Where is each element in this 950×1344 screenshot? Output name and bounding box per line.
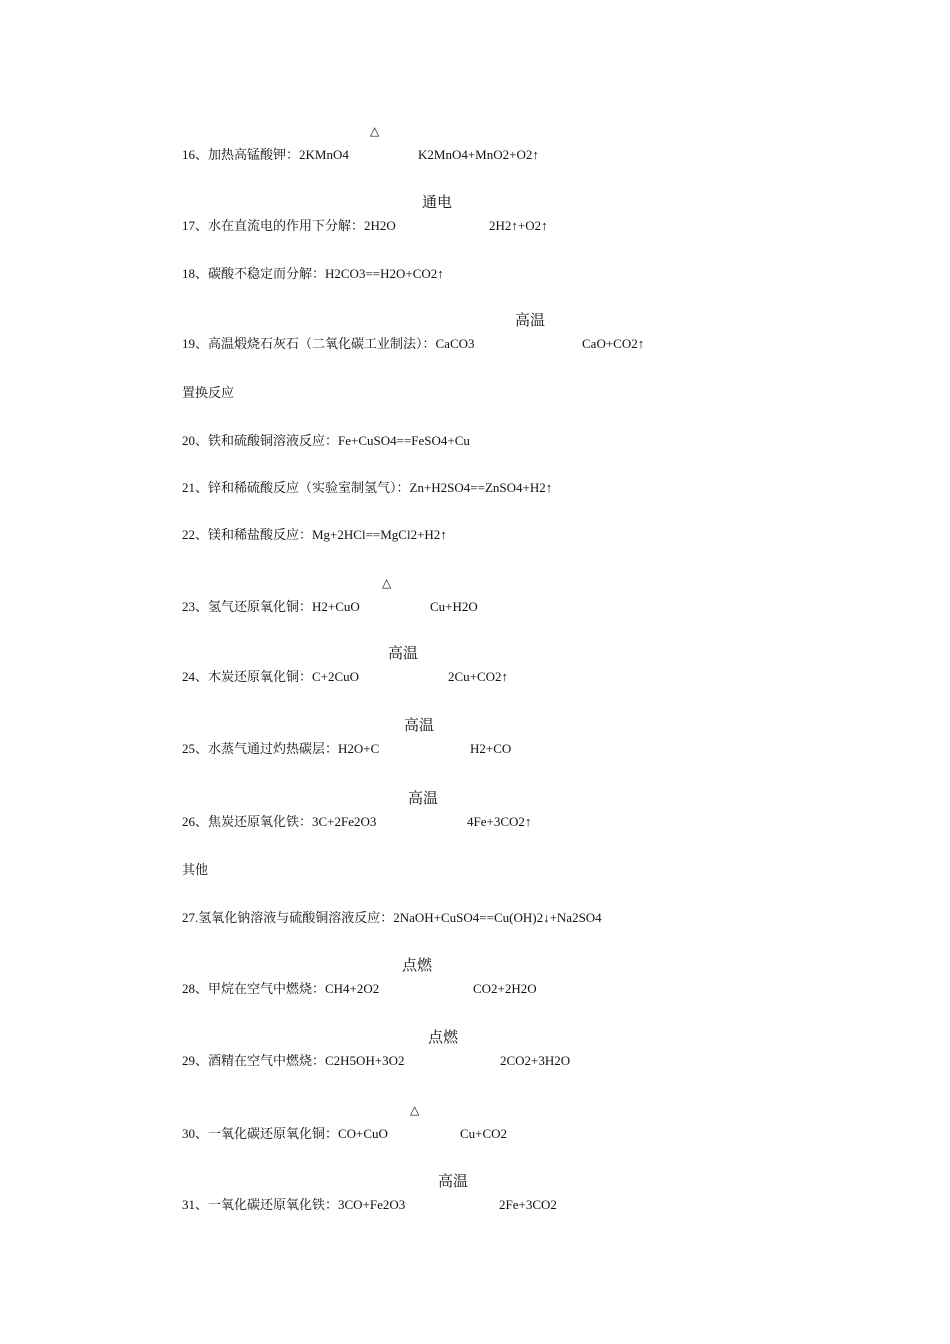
condition-text: 高温 bbox=[404, 716, 435, 734]
equation-text: 20、铁和硫酸铜溶液反应：Fe+CuSO4==FeSO4+Cu bbox=[182, 433, 470, 448]
reactants: 31、一氧化碳还原氧化铁：3CO+Fe2O3 bbox=[182, 1197, 406, 1212]
equation-text: 21、锌和稀硫酸反应（实验室制氢气）：Zn+H2SO4==ZnSO4+H2↑ bbox=[182, 480, 553, 495]
condition-text: 高温 bbox=[515, 311, 546, 329]
equation-text: 22、镁和稀盐酸反应：Mg+2HCl==MgCl2+H2↑ bbox=[182, 527, 447, 542]
products: 2CO2+3H2O bbox=[500, 1053, 571, 1068]
condition-text: 高温 bbox=[408, 789, 439, 807]
products: 2H2↑+O2↑ bbox=[489, 218, 548, 233]
equation-text: 27.氢氧化钠溶液与硫酸铜溶液反应：2NaOH+CuSO4==Cu(OH)2↓+Na2SO4 bbox=[182, 910, 602, 925]
heat-triangle-icon: △ bbox=[370, 124, 380, 138]
products: K2MnO4+MnO2+O2↑ bbox=[418, 147, 539, 162]
products: H2+CO bbox=[470, 741, 512, 756]
reactants: 26、焦炭还原氧化铁：3C+2Fe2O3 bbox=[182, 814, 377, 829]
heading-text: 置换反应 bbox=[182, 385, 235, 400]
products: Cu+H2O bbox=[430, 599, 478, 614]
reactants: 30、一氧化碳还原氧化铜：CO+CuO bbox=[182, 1126, 388, 1141]
products: CaO+CO2↑ bbox=[582, 336, 645, 351]
reactants: 25、水蒸气通过灼热碳层：H2O+C bbox=[182, 741, 380, 756]
reactants: 28、甲烷在空气中燃烧：CH4+2O2 bbox=[182, 981, 380, 996]
products: Cu+CO2 bbox=[460, 1126, 508, 1141]
heat-triangle-icon: △ bbox=[410, 1103, 420, 1117]
condition-text: 高温 bbox=[388, 644, 419, 662]
condition-text: 高温 bbox=[438, 1172, 469, 1190]
reactants: 17、水在直流电的作用下分解：2H2O bbox=[182, 218, 396, 233]
condition-text: 点燃 bbox=[402, 956, 433, 974]
reactants: 19、高温煅烧石灰石（二氧化碳工业制法）：CaCO3 bbox=[182, 336, 475, 351]
condition-text: 点燃 bbox=[428, 1028, 459, 1046]
products: 4Fe+3CO2↑ bbox=[467, 814, 532, 829]
products: 2Fe+3CO2 bbox=[499, 1197, 557, 1212]
products: 2Cu+CO2↑ bbox=[448, 669, 509, 684]
reactants: 29、酒精在空气中燃烧：C2H5OH+3O2 bbox=[182, 1053, 405, 1068]
heading-text: 其他 bbox=[182, 862, 209, 877]
reactants: 16、加热高锰酸钾：2KMnO4 bbox=[182, 147, 349, 162]
condition-text: 通电 bbox=[422, 193, 453, 211]
products: CO2+2H2O bbox=[473, 981, 537, 996]
heat-triangle-icon: △ bbox=[382, 576, 392, 590]
equation-text: 18、碳酸不稳定而分解：H2CO3==H2O+CO2↑ bbox=[182, 266, 444, 281]
reactants: 23、氢气还原氧化铜：H2+CuO bbox=[182, 599, 360, 614]
reactants: 24、木炭还原氧化铜：C+2CuO bbox=[182, 669, 360, 684]
